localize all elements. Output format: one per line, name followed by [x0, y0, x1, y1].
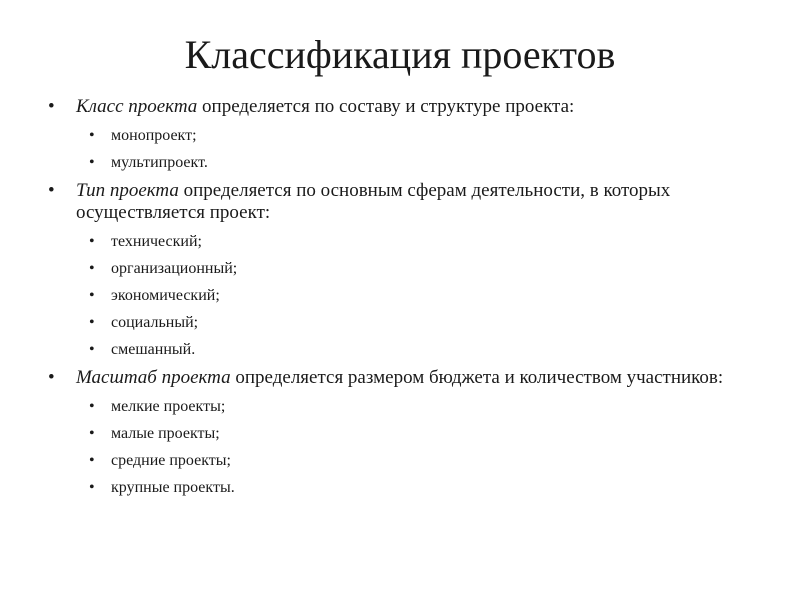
list-item-label: мелкие проекты; [111, 398, 226, 415]
list-item-label: социальный; [111, 314, 199, 331]
list-item [48, 232, 748, 251]
term-description: определяется по основным сферам деятельности, в которых осуществляется проект: [76, 180, 671, 223]
list-item [48, 153, 748, 172]
bullet-icon: • [89, 341, 95, 358]
bullet-icon: • [89, 260, 95, 277]
sub-list [48, 232, 748, 359]
bullet-icon: • [89, 314, 95, 331]
bullet-icon: • [89, 233, 95, 250]
list-item [48, 259, 748, 278]
list-item [48, 478, 748, 497]
list-item [48, 424, 748, 443]
bullet-icon: • [48, 367, 55, 388]
term-description: определяется размером бюджета и количеством участников: [230, 367, 724, 388]
bullet-icon: • [48, 96, 55, 117]
list-item-label: мультипроект. [111, 154, 208, 171]
list-item [48, 286, 748, 305]
page-title: Классификация проектов [184, 32, 616, 77]
list-item-label: средние проекты; [111, 452, 231, 469]
bullet-icon: • [89, 452, 95, 469]
sub-list [48, 126, 748, 172]
main-bullet-item [48, 367, 748, 389]
list-item [48, 313, 748, 332]
section-project-type [48, 180, 748, 359]
list-item-label: технический; [111, 233, 202, 250]
term-description: определяется по составу и структуре проекта: [197, 96, 575, 117]
bullet-icon: • [89, 287, 95, 304]
bullet-icon: • [48, 180, 55, 201]
sub-list [48, 397, 748, 497]
section-project-class [48, 96, 748, 172]
list-item-label: монопроект; [111, 127, 197, 144]
list-item-label: смешанный. [111, 341, 196, 358]
list-item [48, 451, 748, 470]
list-item-label: организационный; [111, 260, 238, 277]
term-label: Класс проекта [76, 96, 198, 117]
main-bullet-item [48, 180, 748, 224]
bullet-icon: • [89, 154, 95, 171]
bullet-icon: • [89, 398, 95, 415]
term-label: Тип проекта [76, 180, 179, 201]
list-item-label: экономический; [111, 287, 220, 304]
term-label: Масштаб проекта [76, 367, 231, 388]
bullet-icon: • [89, 425, 95, 442]
list-item [48, 340, 748, 359]
list-item-label: малые проекты; [111, 425, 220, 442]
list-item-label: крупные проекты. [111, 479, 235, 496]
slide-content [48, 96, 748, 505]
section-project-scale [48, 367, 748, 497]
main-bullet-item [48, 96, 748, 118]
bullet-icon: • [89, 479, 95, 496]
list-item [48, 126, 748, 145]
bullet-icon: • [89, 127, 95, 144]
list-item [48, 397, 748, 416]
